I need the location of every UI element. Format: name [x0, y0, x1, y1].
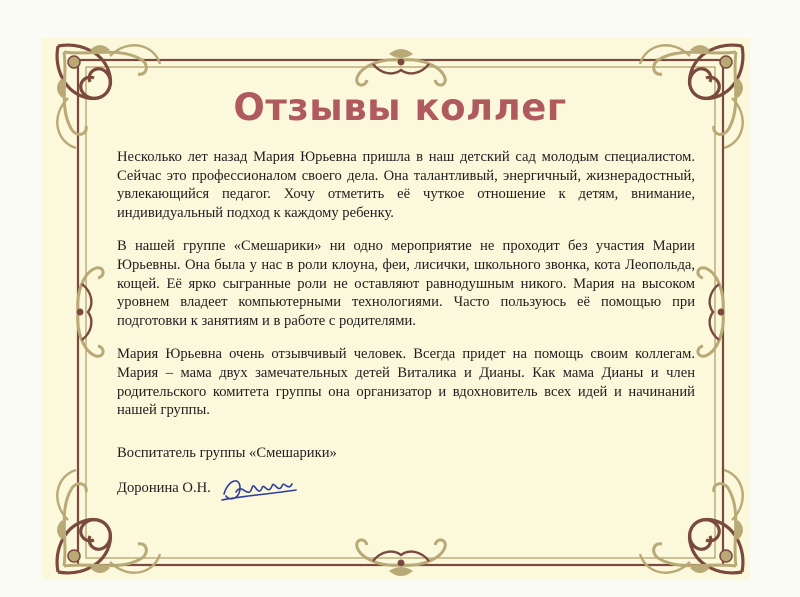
right-center-ornament [698, 268, 725, 357]
paragraph-3: Мария Юрьевна очень отзывчивый человек. Всегда придет на помощь своим коллегам. Мария – мама двух замечательных детей Виталика и Дианы. Как мама Дианы и член родительского комитета группы она организатор и вдохновитель всех идей и начинаний нашей группы. [117, 346, 695, 419]
handwritten-signature [218, 470, 300, 510]
document-body [117, 148, 695, 435]
author-role: Воспитатель группы «Смешарики» [117, 445, 337, 461]
author-name: Доронина О.Н. [117, 480, 211, 496]
page-title: Отзывы коллег [233, 86, 567, 129]
left-center-ornament [77, 268, 104, 357]
paragraph-2: В нашей группе «Смешарики» ни одно мероприятие не проходит без участия Марии Юрьевны. Она была у нас в роли клоуна, феи, лисички, школьного звонка, кота Леопольда, кощей. Её ярко сыгранные роли не оставляют равнодушным никого. Мария на высоком уровнем владеет компьютерными технологиями. Часто пользуюсь её помощью при подготовки к занятиям и в работе с родителями. [117, 238, 695, 329]
paragraph-1: Несколько лет назад Мария Юрьевна пришла в наш детский сад молодым специалистом. Сейчас это профессионалом своего дела. Она талантливый, энергичный, жизнерадостный, увлекающийся педагог. Хочу отметить её чуткое отношение к детям, внимание, индивидуальный подход к каждому ребенку. [117, 149, 695, 221]
